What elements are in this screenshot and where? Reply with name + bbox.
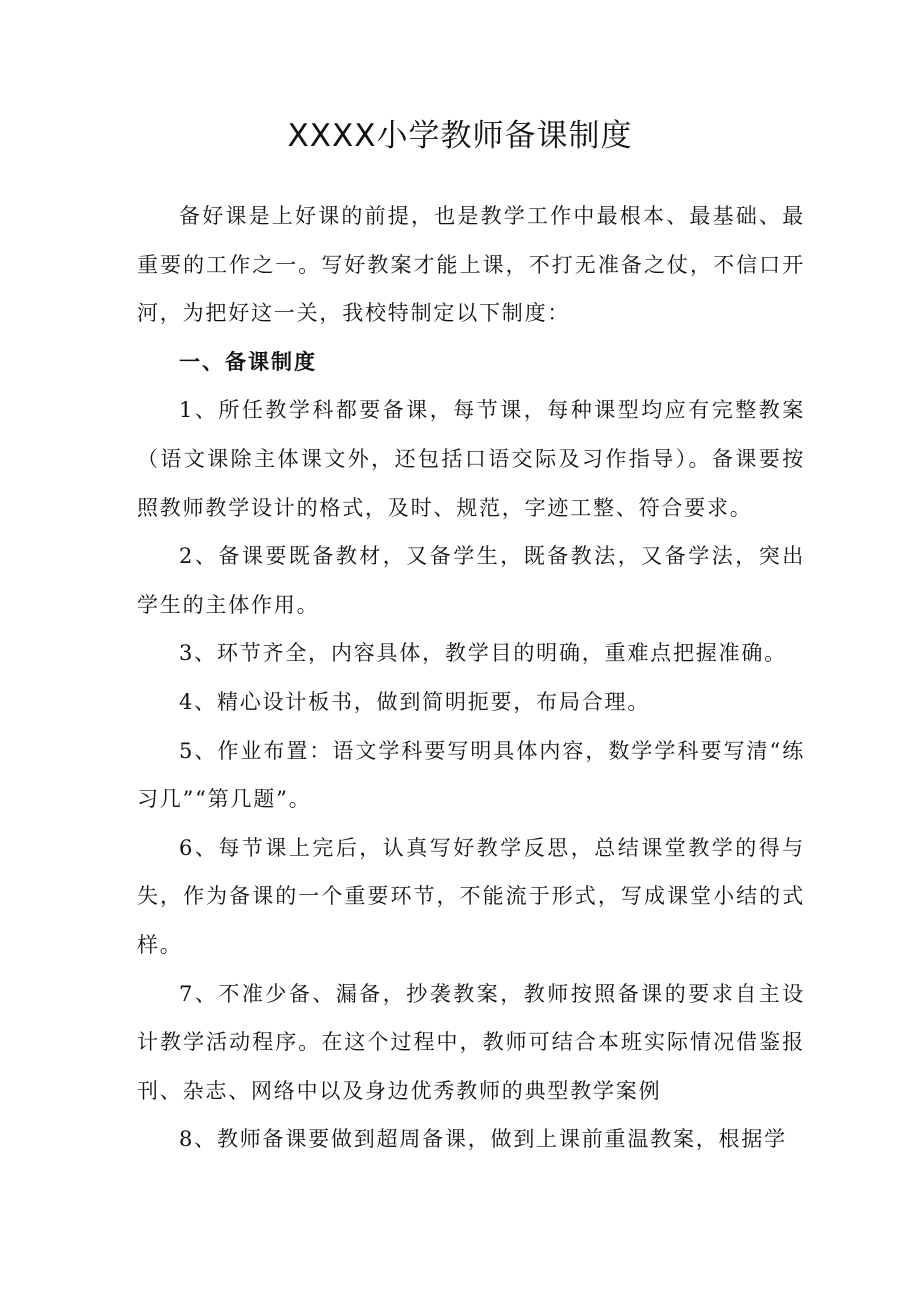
intro-paragraph: 备好课是上好课的前提，也是教学工作中最根本、最基础、最重要的工作之一。写好教案才能上课，不打无准备之仗，不信口开河，为把好这一关，我校特制定以下制度： (137, 204, 805, 326)
rule-item-2: 2、备课要既备教材，又备学生，既备教法，又备学法，突出学生的主体作用。 (137, 544, 805, 617)
rule-item-5: 5、作业布置：语文学科要写明具体内容，数学学科要写清“练习几”“第几题”。 (137, 738, 805, 812)
rule-item-1: 1、所任教学科都要备课，每节课，每种课型均应有完整教案（语文课除主体课文外，还包括口语交际及习作指导）。备课要按照教师教学设计的格式，及时、规范，字迹工整、符合要求。 (137, 398, 805, 520)
rule-item-7: 7、不准少备、漏备，抄袭教案，教师按照备课的要求自主设计教学活动程序。在这个过程中，教师可结合本班实际情况借鉴报刊、杂志、网络中以及身边优秀教师的典型教学案例 (137, 981, 805, 1103)
rule-item-8: 8、教师备课要做到超周备课，做到上课前重温教案，根据学 (179, 1127, 787, 1152)
document-body (137, 192, 805, 1164)
rule-item-6: 6、每节课上完后，认真写好教学反思，总结课堂教学的得与失，作为备课的一个重要环节，不能流于形式，写成课堂小结的式样。 (137, 835, 805, 957)
document-title: XXXX小学教师备课制度 (287, 118, 633, 154)
section-heading: 一、备课制度 (179, 349, 317, 374)
rule-item-3: 3、环节齐全，内容具体，教学目的明确，重难点把握准确。 (179, 641, 787, 666)
rule-item-4: 4、精心设计板书，做到简明扼要，布局合理。 (179, 689, 651, 714)
